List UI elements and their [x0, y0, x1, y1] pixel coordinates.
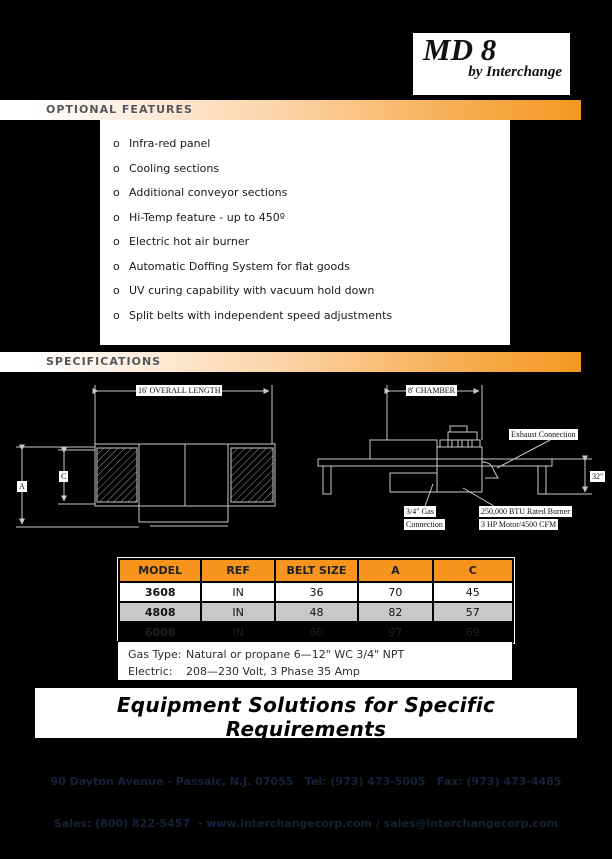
tagline-text: Equipment Solutions for Specific Requirements: [116, 693, 496, 741]
feature-text: Cooling sections: [129, 161, 220, 175]
table-cell-a: 70: [358, 582, 432, 602]
feature-item: [113, 137, 510, 150]
bullet: o: [113, 210, 120, 224]
diagram-panel: [0, 374, 612, 554]
feature-text: Infra-red panel: [129, 137, 211, 150]
bullet: o: [113, 308, 120, 322]
brand-model: MD 8: [423, 32, 497, 67]
table-cell-ref: IN: [201, 602, 274, 622]
feature-text: Split belts with independent speed adjustments: [129, 308, 393, 322]
label-exhaust-connection: Exhaust Connection: [511, 430, 576, 439]
table-cell-belt: 48: [275, 602, 358, 622]
table-cell-ref: IN: [201, 622, 274, 642]
footer-address: 90 Dayton Avenue - Passaic, N.J. 07055 Tel: (973) 473-5005 Fax: (973) 473-4485: [50, 775, 562, 788]
dimension-label-a: A: [19, 482, 25, 491]
feature-item: [113, 260, 510, 273]
dimension-label-chamber: 8' CHAMBER: [408, 386, 456, 395]
bullet: o: [113, 161, 120, 175]
dimension-label-overall-length: 16' OVERALL LENGTH: [138, 386, 221, 395]
feature-text: UV curing capability with vacuum hold down: [129, 284, 375, 297]
feature-text: Electric hot air burner: [129, 235, 250, 248]
column-header-model: MODEL: [119, 559, 201, 582]
power-requirements-box: [117, 641, 513, 681]
table-cell-belt: 60: [275, 622, 358, 642]
gas-type-value: Natural or propane 6—12" WC 3/4" NPT: [186, 648, 405, 661]
feature-item: [113, 284, 510, 297]
section-banner-optional-features: [0, 100, 581, 120]
table-cell-belt: 36: [275, 582, 358, 602]
label-burner-rating-line2: 3 HP Motor/4500 CFM: [481, 520, 557, 529]
feature-item: [113, 309, 510, 322]
label-gas-connection-line2: Connection: [406, 520, 443, 529]
section-banner-specifications: [0, 352, 581, 372]
table-row: [119, 602, 513, 622]
dimension-label-32: 32": [592, 472, 604, 481]
table-cell-a: 97: [358, 622, 432, 642]
features-panel: [100, 120, 510, 345]
table-cell-model: 4808: [119, 602, 201, 622]
column-header-belt-size: BELT SIZE: [275, 559, 358, 582]
brand-byline: by Interchange: [468, 64, 562, 80]
feature-text: Automatic Doffing System for flat goods: [129, 259, 350, 273]
table-row: [119, 582, 513, 602]
features-list: [100, 120, 510, 322]
gas-type-row: [128, 648, 512, 661]
label-gas-connection-line1: 3/4" Gas: [406, 507, 434, 516]
column-header-a: A: [358, 559, 432, 582]
feature-text: Hi-Temp feature - up to 450º: [129, 210, 285, 224]
electric-row: [128, 665, 512, 678]
section-banner-label: OPTIONAL FEATURES: [46, 103, 193, 116]
brand-box: [413, 33, 570, 95]
table-cell-model: 6008: [119, 622, 201, 642]
footer: [0, 747, 612, 859]
bullet: o: [113, 259, 120, 273]
dimension-label-c: C: [61, 472, 67, 481]
bullet: o: [113, 137, 120, 150]
bullet: o: [113, 284, 120, 297]
label-burner-rating-line1: 250,000 BTU Rated Burner: [481, 507, 570, 516]
feature-text: Additional conveyor sections: [129, 186, 288, 199]
feature-item: [113, 162, 510, 175]
gas-type-label: Gas Type:: [128, 648, 182, 661]
column-header-ref: REF: [201, 559, 274, 582]
website-text: www.interchangecorp.com: [170, 741, 442, 762]
table-cell-ref: IN: [201, 582, 274, 602]
spec-table: [117, 557, 515, 644]
feature-item: [113, 211, 510, 224]
bullet: o: [113, 235, 120, 248]
electric-value: 208—230 Volt, 3 Phase 35 Amp: [186, 665, 360, 678]
table-cell-a: 82: [358, 602, 432, 622]
feature-item: [113, 186, 510, 199]
feature-item: [113, 235, 510, 248]
table-cell-c: 57: [433, 602, 513, 622]
tagline-banner: [35, 688, 577, 762]
column-header-c: C: [433, 559, 513, 582]
table-cell-c: 69: [433, 622, 513, 642]
footer-contact: Sales: (800) 822-5457 - www.interchangecorp.com / sales@interchangecorp.com: [53, 817, 559, 830]
bullet: o: [113, 186, 120, 199]
table-cell-model: 3608: [119, 582, 201, 602]
table-row: [119, 622, 513, 642]
table-header-row: [119, 559, 513, 582]
electric-label: Electric:: [128, 665, 173, 678]
table-cell-c: 45: [433, 582, 513, 602]
section-banner-label: SPECIFICATIONS: [46, 355, 162, 368]
